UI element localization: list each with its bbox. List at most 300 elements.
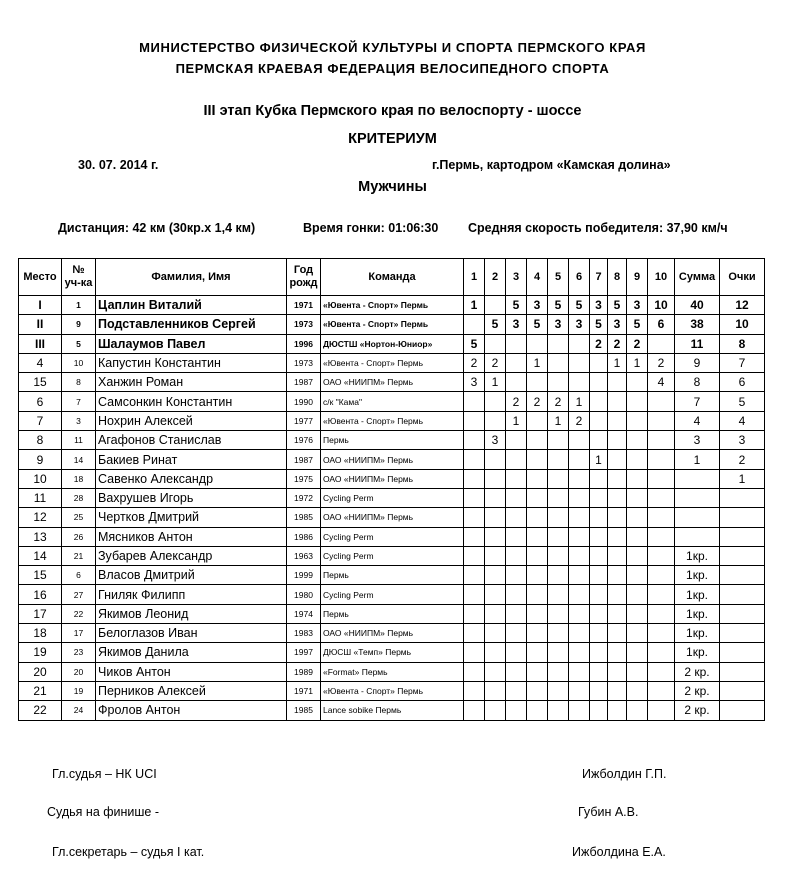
points-cell [720, 643, 765, 662]
lap-5-points-cell [548, 450, 569, 469]
lap-10-points-cell [648, 527, 675, 546]
distance-info: Дистанция: 42 км (30кр.х 1,4 км) [58, 221, 256, 235]
lap-1-points-cell [464, 585, 485, 604]
team-cell: ДЮСТШ «Нортон-Юниор» [321, 334, 464, 353]
team-cell: «Ювента - Спорт» Пермь [321, 681, 464, 700]
lap-2-points-cell [485, 681, 506, 700]
lap-4-points-cell [527, 604, 548, 623]
place-cell: 15 [19, 373, 62, 392]
lap-2-points-cell [485, 450, 506, 469]
bib-number-cell: 21 [62, 546, 96, 565]
points-cell [720, 546, 765, 565]
lap-2-points-cell [485, 527, 506, 546]
birth-year-cell: 1972 [287, 488, 321, 507]
ministry-header: МИНИСТЕРСТВО ФИЗИЧЕСКОЙ КУЛЬТУРЫ И СПОРТА ПЕРМСКОГО КРАЯ [139, 40, 646, 55]
table-row [19, 469, 765, 488]
place-cell: 14 [19, 546, 62, 565]
lap-10-points-cell [648, 585, 675, 604]
lap-4-points-cell [527, 450, 548, 469]
lap-9-points-cell: 5 [627, 315, 648, 334]
lap-6-points-cell [569, 508, 590, 527]
lap-5-points-cell [548, 469, 569, 488]
lap-6-points-cell [569, 604, 590, 623]
lap-1-points-cell [464, 604, 485, 623]
lap-7-points-cell [590, 643, 608, 662]
col-team: Команда [321, 259, 464, 296]
rider-name-cell: Чертков Дмитрий [96, 508, 287, 527]
birth-year-cell: 1963 [287, 546, 321, 565]
points-cell: 2 [720, 450, 765, 469]
lap-3-points-cell [506, 431, 527, 450]
place-cell: 11 [19, 488, 62, 507]
lap-8-points-cell [608, 604, 627, 623]
lap-3-points-cell: 2 [506, 392, 527, 411]
rider-name-cell: Капустин Константин [96, 353, 287, 372]
bib-number-cell: 19 [62, 681, 96, 700]
lap-10-points-cell [648, 334, 675, 353]
lap-8-points-cell [608, 643, 627, 662]
lap-10-points-cell [648, 469, 675, 488]
lap-5-points-cell: 5 [548, 296, 569, 315]
points-cell: 4 [720, 411, 765, 430]
bib-number-cell: 8 [62, 373, 96, 392]
table-row [19, 566, 765, 585]
lap-7-points-cell [590, 701, 608, 720]
lap-6-points-cell: 3 [569, 315, 590, 334]
team-cell: «Ювента - Спорт» Пермь [321, 353, 464, 372]
race-time-info: Время гонки: 01:06:30 [303, 221, 439, 235]
lap-6-points-cell: 1 [569, 392, 590, 411]
birth-year-cell: 1989 [287, 662, 321, 681]
points-cell [720, 662, 765, 681]
lap-6-points-cell [569, 624, 590, 643]
birth-year-cell: 1985 [287, 508, 321, 527]
lap-3-points-cell [506, 508, 527, 527]
col-points: Очки [720, 259, 765, 296]
event-date: 30. 07. 2014 г. [78, 158, 159, 172]
lap-5-points-cell [548, 624, 569, 643]
birth-year-cell: 1973 [287, 315, 321, 334]
sum-cell: 2 кр. [675, 681, 720, 700]
lap-4-points-cell [527, 546, 548, 565]
col-place: Место [19, 259, 62, 296]
table-row [19, 315, 765, 334]
sum-cell: 3 [675, 431, 720, 450]
bib-number-cell: 25 [62, 508, 96, 527]
bib-number-cell: 6 [62, 566, 96, 585]
lap-10-points-cell: 10 [648, 296, 675, 315]
lap-7-points-cell [590, 546, 608, 565]
lap-1-points-cell [464, 469, 485, 488]
lap-4-points-cell [527, 585, 548, 604]
lap-9-points-cell [627, 681, 648, 700]
sum-cell: 1кр. [675, 546, 720, 565]
lap-3-points-cell [506, 643, 527, 662]
lap-8-points-cell [608, 546, 627, 565]
bib-number-cell: 20 [62, 662, 96, 681]
lap-7-points-cell [590, 373, 608, 392]
lap-6-points-cell [569, 643, 590, 662]
lap-3-points-cell: 3 [506, 315, 527, 334]
sum-cell [675, 469, 720, 488]
lap-1-points-cell [464, 662, 485, 681]
lap-3-points-cell [506, 373, 527, 392]
lap-4-points-cell [527, 373, 548, 392]
rider-name-cell: Якимов Леонид [96, 604, 287, 623]
lap-7-points-cell: 5 [590, 315, 608, 334]
lap-6-points-cell [569, 488, 590, 507]
birth-year-cell: 1987 [287, 373, 321, 392]
lap-9-points-cell [627, 566, 648, 585]
bib-number-cell: 22 [62, 604, 96, 623]
lap-3-points-cell [506, 624, 527, 643]
place-cell: 4 [19, 353, 62, 372]
rider-name-cell: Цаплин Виталий [96, 296, 287, 315]
lap-5-points-cell [548, 373, 569, 392]
bib-number-cell: 28 [62, 488, 96, 507]
lap-10-points-cell [648, 643, 675, 662]
lap-6-points-cell: 5 [569, 296, 590, 315]
lap-2-points-cell: 1 [485, 373, 506, 392]
points-cell [720, 681, 765, 700]
points-cell [720, 488, 765, 507]
lap-10-points-cell [648, 701, 675, 720]
lap-3-points-cell [506, 334, 527, 353]
team-cell: ОАО «НИИПМ» Пермь [321, 469, 464, 488]
rider-name-cell: Фролов Антон [96, 701, 287, 720]
lap-1-points-cell [464, 624, 485, 643]
lap-3-points-cell [506, 353, 527, 372]
lap-4-points-cell [527, 643, 548, 662]
col-lap-9: 9 [627, 259, 648, 296]
bib-number-cell: 18 [62, 469, 96, 488]
points-cell: 1 [720, 469, 765, 488]
rider-name-cell: Якимов Данила [96, 643, 287, 662]
lap-6-points-cell [569, 585, 590, 604]
lap-6-points-cell [569, 373, 590, 392]
lap-5-points-cell [548, 662, 569, 681]
lap-3-points-cell [506, 450, 527, 469]
lap-9-points-cell [627, 585, 648, 604]
points-cell: 3 [720, 431, 765, 450]
table-row [19, 450, 765, 469]
lap-2-points-cell [485, 643, 506, 662]
col-lap-5: 5 [548, 259, 569, 296]
birth-year-cell: 1985 [287, 701, 321, 720]
birth-year-cell: 1980 [287, 585, 321, 604]
event-venue: г.Пермь, картодром «Камская долина» [432, 158, 671, 172]
table-row [19, 585, 765, 604]
lap-2-points-cell [485, 662, 506, 681]
rider-name-cell: Агафонов Станислав [96, 431, 287, 450]
lap-8-points-cell [608, 662, 627, 681]
lap-2-points-cell [485, 566, 506, 585]
lap-8-points-cell: 5 [608, 296, 627, 315]
lap-4-points-cell [527, 334, 548, 353]
rider-name-cell: Перников Алексей [96, 681, 287, 700]
lap-4-points-cell [527, 508, 548, 527]
lap-6-points-cell [569, 662, 590, 681]
lap-7-points-cell: 1 [590, 450, 608, 469]
table-header-row [19, 259, 765, 296]
lap-5-points-cell: 1 [548, 411, 569, 430]
bib-number-cell: 23 [62, 643, 96, 662]
lap-5-points-cell [548, 643, 569, 662]
lap-9-points-cell [627, 411, 648, 430]
lap-2-points-cell [485, 604, 506, 623]
rider-name-cell: Вахрушев Игорь [96, 488, 287, 507]
lap-4-points-cell: 1 [527, 353, 548, 372]
lap-7-points-cell [590, 353, 608, 372]
rider-name-cell: Бакиев Ринат [96, 450, 287, 469]
sum-cell: 1кр. [675, 643, 720, 662]
place-cell: 10 [19, 469, 62, 488]
lap-4-points-cell [527, 431, 548, 450]
place-cell: 17 [19, 604, 62, 623]
lap-8-points-cell [608, 450, 627, 469]
lap-3-points-cell [506, 488, 527, 507]
lap-5-points-cell [548, 546, 569, 565]
lap-2-points-cell [485, 334, 506, 353]
lap-6-points-cell [569, 431, 590, 450]
sum-cell: 2 кр. [675, 701, 720, 720]
lap-8-points-cell [608, 373, 627, 392]
lap-2-points-cell [485, 411, 506, 430]
lap-5-points-cell [548, 681, 569, 700]
rider-name-cell: Зубарев Александр [96, 546, 287, 565]
place-cell: 22 [19, 701, 62, 720]
sum-cell: 2 кр. [675, 662, 720, 681]
lap-2-points-cell: 2 [485, 353, 506, 372]
category-title: Мужчины [358, 179, 427, 195]
table-row [19, 527, 765, 546]
bib-number-cell: 1 [62, 296, 96, 315]
lap-10-points-cell [648, 392, 675, 411]
birth-year-cell: 1974 [287, 604, 321, 623]
lap-7-points-cell [590, 566, 608, 585]
table-row [19, 662, 765, 681]
lap-2-points-cell: 3 [485, 431, 506, 450]
sum-cell: 1 [675, 450, 720, 469]
sum-cell: 40 [675, 296, 720, 315]
place-cell: 12 [19, 508, 62, 527]
points-cell [720, 527, 765, 546]
birth-year-cell: 1996 [287, 334, 321, 353]
chief-judge-name: Ижболдин Г.П. [582, 767, 667, 781]
lap-2-points-cell [485, 546, 506, 565]
rider-name-cell: Подставленников Сергей [96, 315, 287, 334]
lap-6-points-cell [569, 450, 590, 469]
table-row [19, 411, 765, 430]
birth-year-cell: 1987 [287, 450, 321, 469]
lap-7-points-cell [590, 508, 608, 527]
lap-4-points-cell [527, 527, 548, 546]
lap-5-points-cell [548, 566, 569, 585]
points-cell [720, 566, 765, 585]
lap-4-points-cell [527, 662, 548, 681]
federation-header: ПЕРМСКАЯ КРАЕВАЯ ФЕДЕРАЦИЯ ВЕЛОСИПЕДНОГО СПОРТА [175, 61, 610, 76]
team-cell: ОАО «НИИПМ» Пермь [321, 508, 464, 527]
lap-2-points-cell [485, 392, 506, 411]
lap-2-points-cell [485, 585, 506, 604]
rider-name-cell: Нохрин Алексей [96, 411, 287, 430]
team-cell: Cycling Perm [321, 488, 464, 507]
lap-6-points-cell [569, 527, 590, 546]
col-lap-1: 1 [464, 259, 485, 296]
rider-name-cell: Савенко Александр [96, 469, 287, 488]
col-lap-4: 4 [527, 259, 548, 296]
team-cell: «Format» Пермь [321, 662, 464, 681]
table-row [19, 508, 765, 527]
lap-1-points-cell: 5 [464, 334, 485, 353]
lap-7-points-cell [590, 469, 608, 488]
lap-4-points-cell [527, 624, 548, 643]
col-lap-10: 10 [648, 259, 675, 296]
birth-year-cell: 1973 [287, 353, 321, 372]
lap-2-points-cell [485, 508, 506, 527]
bib-number-cell: 27 [62, 585, 96, 604]
lap-1-points-cell [464, 392, 485, 411]
lap-4-points-cell [527, 488, 548, 507]
lap-9-points-cell [627, 643, 648, 662]
points-cell: 12 [720, 296, 765, 315]
lap-9-points-cell [627, 604, 648, 623]
lap-8-points-cell [608, 701, 627, 720]
lap-10-points-cell [648, 566, 675, 585]
lap-4-points-cell [527, 411, 548, 430]
lap-10-points-cell [648, 624, 675, 643]
lap-5-points-cell [548, 353, 569, 372]
lap-9-points-cell: 3 [627, 296, 648, 315]
lap-10-points-cell [648, 546, 675, 565]
lap-9-points-cell [627, 392, 648, 411]
birth-year-cell: 1999 [287, 566, 321, 585]
lap-9-points-cell [627, 546, 648, 565]
lap-8-points-cell: 1 [608, 353, 627, 372]
col-lap-8: 8 [608, 259, 627, 296]
col-year: Год рожд [287, 259, 321, 296]
team-cell: Пермь [321, 431, 464, 450]
lap-10-points-cell: 4 [648, 373, 675, 392]
lap-1-points-cell [464, 411, 485, 430]
points-cell: 10 [720, 315, 765, 334]
lap-8-points-cell [608, 681, 627, 700]
lap-5-points-cell [548, 701, 569, 720]
chief-secretary-name: Ижболдина Е.А. [572, 845, 666, 859]
lap-7-points-cell [590, 411, 608, 430]
lap-2-points-cell [485, 701, 506, 720]
table-row [19, 334, 765, 353]
sum-cell: 1кр. [675, 624, 720, 643]
lap-10-points-cell [648, 662, 675, 681]
team-cell: ДЮСШ «Темп» Пермь [321, 643, 464, 662]
col-lap-7: 7 [590, 259, 608, 296]
lap-1-points-cell [464, 488, 485, 507]
lap-3-points-cell [506, 662, 527, 681]
lap-10-points-cell: 6 [648, 315, 675, 334]
table-row [19, 681, 765, 700]
place-cell: I [19, 296, 62, 315]
place-cell: 15 [19, 566, 62, 585]
col-sum: Сумма [675, 259, 720, 296]
sum-cell [675, 508, 720, 527]
bib-number-cell: 26 [62, 527, 96, 546]
points-cell: 8 [720, 334, 765, 353]
lap-1-points-cell [464, 643, 485, 662]
lap-9-points-cell [627, 373, 648, 392]
place-cell: 9 [19, 450, 62, 469]
points-cell: 7 [720, 353, 765, 372]
lap-9-points-cell: 2 [627, 334, 648, 353]
lap-8-points-cell [608, 488, 627, 507]
points-cell [720, 701, 765, 720]
finish-judge-role: Судья на финише - [47, 805, 160, 819]
lap-3-points-cell [506, 585, 527, 604]
team-cell: Lance sobike Пермь [321, 701, 464, 720]
lap-4-points-cell: 3 [527, 296, 548, 315]
rider-name-cell: Белоглазов Иван [96, 624, 287, 643]
lap-5-points-cell [548, 604, 569, 623]
bib-number-cell: 3 [62, 411, 96, 430]
bib-number-cell: 5 [62, 334, 96, 353]
team-cell: «Ювента - Спорт» Пермь [321, 296, 464, 315]
points-cell [720, 508, 765, 527]
lap-9-points-cell [627, 527, 648, 546]
lap-8-points-cell: 2 [608, 334, 627, 353]
lap-8-points-cell: 3 [608, 315, 627, 334]
lap-10-points-cell [648, 508, 675, 527]
team-cell: Пермь [321, 566, 464, 585]
lap-10-points-cell [648, 411, 675, 430]
lap-3-points-cell [506, 527, 527, 546]
lap-2-points-cell: 5 [485, 315, 506, 334]
table-row [19, 296, 765, 315]
lap-9-points-cell [627, 450, 648, 469]
lap-3-points-cell [506, 546, 527, 565]
col-lap-2: 2 [485, 259, 506, 296]
lap-9-points-cell [627, 431, 648, 450]
sum-cell [675, 527, 720, 546]
table-row [19, 488, 765, 507]
place-cell: 7 [19, 411, 62, 430]
lap-3-points-cell [506, 566, 527, 585]
place-cell: 8 [19, 431, 62, 450]
col-number: № уч-ка [62, 259, 96, 296]
lap-8-points-cell [608, 431, 627, 450]
lap-3-points-cell [506, 701, 527, 720]
lap-6-points-cell [569, 701, 590, 720]
col-name: Фамилия, Имя [96, 259, 287, 296]
lap-2-points-cell [485, 488, 506, 507]
points-cell: 6 [720, 373, 765, 392]
lap-3-points-cell: 5 [506, 296, 527, 315]
lap-7-points-cell: 2 [590, 334, 608, 353]
lap-7-points-cell [590, 681, 608, 700]
team-cell: Cycling Perm [321, 527, 464, 546]
lap-8-points-cell [608, 411, 627, 430]
lap-4-points-cell [527, 701, 548, 720]
points-cell [720, 624, 765, 643]
rider-name-cell: Мясников Антон [96, 527, 287, 546]
lap-7-points-cell [590, 392, 608, 411]
lap-10-points-cell [648, 604, 675, 623]
rider-name-cell: Власов Дмитрий [96, 566, 287, 585]
bib-number-cell: 10 [62, 353, 96, 372]
place-cell: 16 [19, 585, 62, 604]
points-cell: 5 [720, 392, 765, 411]
team-cell: Cycling Perm [321, 546, 464, 565]
lap-6-points-cell [569, 469, 590, 488]
